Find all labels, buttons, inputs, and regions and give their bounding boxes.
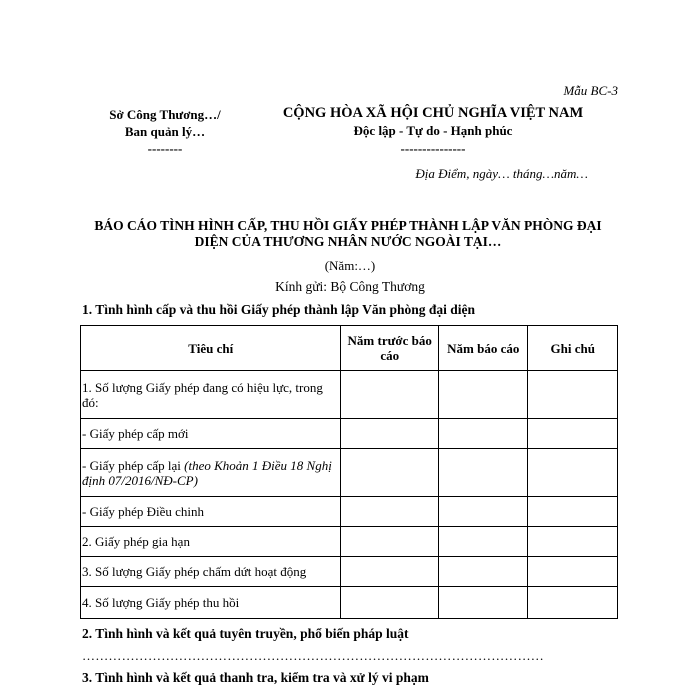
report-title: BÁO CÁO TÌNH HÌNH CẤP, THU HỒI GIẤY PHÉP THÀNH LẬP VĂN PHÒNG ĐẠI DIỆN CỦA THƯƠNG NHÂN NƯỚC NGOÀI TẠI… (94, 218, 602, 249)
table-row (81, 497, 618, 527)
report-year-cell[interactable] (438, 557, 528, 587)
previous-year-cell[interactable] (341, 557, 439, 587)
row-label: 4. Số lượng Giấy phép thu hồi (81, 587, 341, 619)
row-label: 3. Số lượng Giấy phép chấm dứt hoạt động (81, 557, 341, 587)
notes-cell[interactable] (528, 371, 618, 419)
legal-reference: (theo Khoản 1 Điều 18 Nghị định 07/2016/NĐ-CP) (82, 457, 332, 488)
notes-cell[interactable] (528, 557, 618, 587)
table-row (81, 419, 618, 449)
row-label: 2. Giấy phép gia hạn (81, 527, 341, 557)
report-year: (Năm:…) (324, 258, 376, 273)
report-year-cell[interactable] (438, 527, 528, 557)
row-label (81, 449, 341, 497)
report-year-cell[interactable] (438, 419, 528, 449)
header-notes: Ghi chú (528, 326, 618, 371)
table-row (81, 557, 618, 587)
previous-year-cell[interactable] (341, 497, 439, 527)
national-header (268, 104, 598, 158)
row-label: - Giấy phép Điều chinh (81, 497, 341, 527)
fill-in-dotted-line[interactable]: …………………………………………………………………………………………… (82, 648, 544, 663)
nation-name: CỘNG HÒA XÃ HỘI CHỦ NGHĨA VIỆT NAM (282, 105, 584, 121)
row-label: 1. Số lượng Giấy phép đang có hiệu lực, trong đó: (81, 371, 341, 419)
report-year-cell[interactable] (438, 587, 528, 619)
previous-year-cell[interactable] (341, 449, 439, 497)
authority-divider: -------- (147, 141, 183, 156)
previous-year-cell[interactable] (341, 419, 439, 449)
section-3-heading: 3. Tình hình và kết quả thanh tra, kiểm tra và xử lý vi phạm (82, 670, 429, 685)
notes-cell[interactable] (528, 497, 618, 527)
form-code: Mẫu BC-3 (563, 83, 618, 98)
previous-year-cell[interactable] (341, 527, 439, 557)
section-1-heading: 1. Tình hình cấp và thu hồi Giấy phép thành lập Văn phòng đại diện (82, 302, 476, 317)
notes-cell[interactable] (528, 587, 618, 619)
report-year-cell[interactable] (438, 449, 528, 497)
header-previous-year: Năm trước báo cáo (341, 326, 439, 371)
notes-cell[interactable] (528, 419, 618, 449)
notes-cell[interactable] (528, 527, 618, 557)
header-criteria: Tiêu chí (81, 326, 341, 371)
row-label-text: - Giấy phép cấp lại (82, 457, 185, 473)
row-label: - Giấy phép cấp mới (81, 419, 341, 449)
addressee: Kính gửi: Bộ Công Thương (275, 279, 425, 294)
notes-cell[interactable] (528, 449, 618, 497)
authority-line-2: Ban quản lý… (124, 124, 206, 139)
previous-year-cell[interactable] (341, 587, 439, 619)
header-report-year: Năm báo cáo (438, 326, 528, 371)
table-row (81, 527, 618, 557)
previous-year-cell[interactable] (341, 371, 439, 419)
table-row (81, 587, 618, 619)
issuing-authority (95, 106, 235, 157)
authority-line-1: Sở Công Thương…/ (109, 107, 221, 122)
national-motto: Độc lập - Tự do - Hạnh phúc (353, 123, 513, 138)
motto-divider: --------------- (400, 141, 466, 156)
report-table (80, 325, 618, 619)
report-year-cell[interactable] (438, 371, 528, 419)
table-row (81, 449, 618, 497)
table-row (81, 371, 618, 419)
place-date: Địa Điểm, ngày… tháng…năm… (415, 166, 588, 181)
section-2-heading: 2. Tình hình và kết quả tuyên truyền, phổ biến pháp luật (82, 626, 409, 641)
table-header-row (81, 326, 618, 371)
report-year-cell[interactable] (438, 497, 528, 527)
